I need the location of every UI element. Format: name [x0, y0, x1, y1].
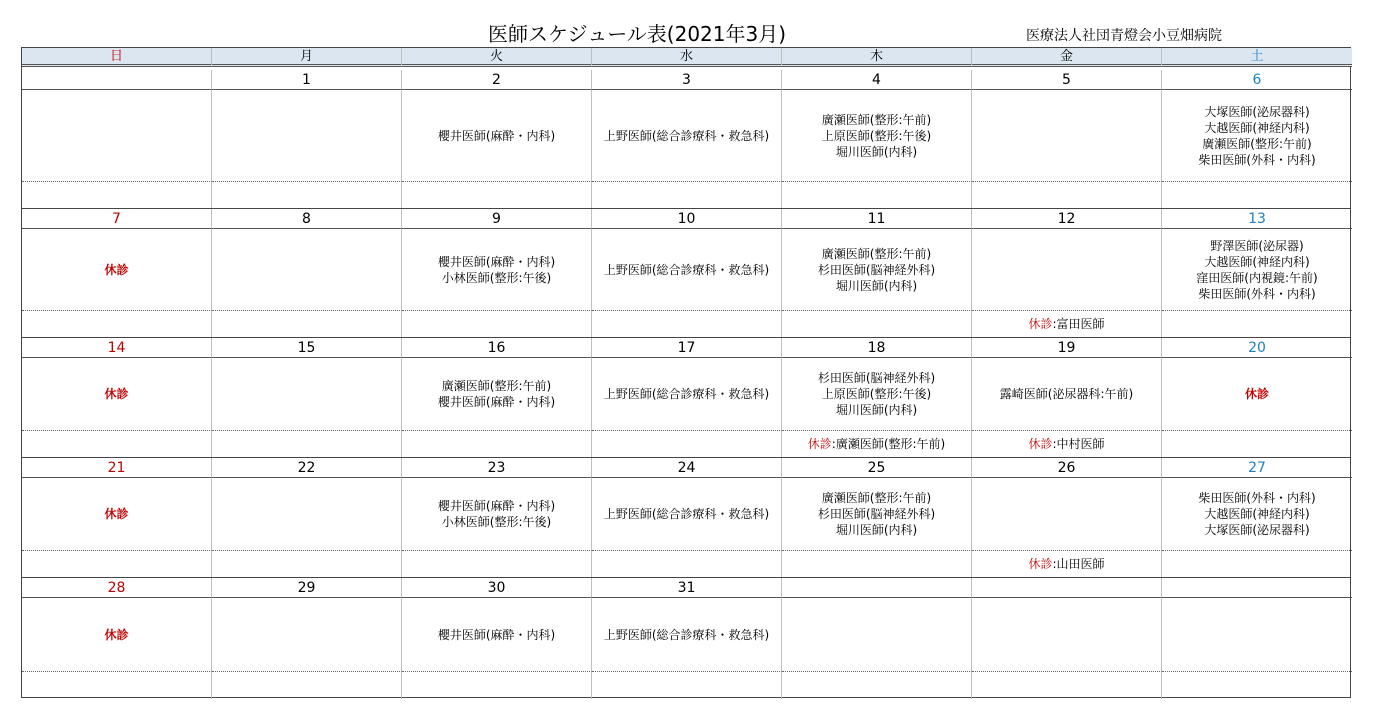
doctor-entry: 櫻井医師(麻酔・内科)	[437, 627, 556, 642]
day-number: 5	[972, 70, 1162, 90]
day-schedule	[212, 229, 402, 311]
day-note	[782, 431, 972, 458]
doctor-entry: 上原医師(整形:午後)	[821, 128, 932, 143]
day-note	[1162, 672, 1352, 699]
day-number: 25	[782, 458, 972, 478]
day-number: 26	[972, 458, 1162, 478]
closed-label: 休診	[104, 507, 129, 521]
doctor-entry: 廣瀬医師(整形:午前)	[441, 379, 552, 393]
day-schedule	[1162, 358, 1352, 431]
day-note	[592, 551, 782, 578]
day-schedule	[782, 229, 972, 311]
doctor-entry: 大塚医師(泌尿器科)	[1204, 104, 1310, 119]
day-schedule	[22, 598, 212, 672]
day-note	[402, 672, 592, 699]
day-schedule	[972, 358, 1162, 431]
doctor-entry: 上野医師(総合診療科・救急科)	[603, 627, 770, 642]
weekday-header: 水	[592, 48, 782, 67]
doctor-entry: 大越医師(神経内科)	[1204, 507, 1310, 521]
note-closed-label: 休診	[1028, 557, 1053, 571]
day-schedule	[402, 229, 592, 311]
day-note	[402, 311, 592, 338]
day-number: 18	[782, 338, 972, 358]
doctor-entry: 大越医師(神経内科)	[1204, 254, 1310, 269]
doctor-entry: 杉田医師(脳神経外科)	[817, 507, 936, 521]
day-note	[22, 311, 212, 338]
day-number: 8	[212, 209, 402, 229]
doctor-entry: 窪田医師(内視鏡:午前)	[1196, 270, 1318, 285]
doctor-entry: 廣瀬医師(整形:午前)	[821, 112, 932, 127]
doctor-entry: 櫻井医師(麻酔・内科)	[437, 128, 556, 143]
note-doctor-name: :山田医師	[1052, 557, 1105, 571]
weekday-header: 火	[402, 48, 592, 67]
day-schedule	[402, 358, 592, 431]
day-number: 22	[212, 458, 402, 478]
doctor-entry: 杉田医師(脳神経外科)	[817, 262, 936, 277]
closed-label: 休診	[104, 262, 129, 277]
day-number: 4	[782, 70, 972, 90]
day-number: 11	[782, 209, 972, 229]
day-number	[1162, 578, 1352, 598]
day-number: 6	[1162, 70, 1352, 90]
day-note	[592, 311, 782, 338]
day-number: 27	[1162, 458, 1352, 478]
day-schedule	[1162, 478, 1352, 551]
day-schedule	[592, 598, 782, 672]
page-title: 医師スケジュール表(2021年3月)	[488, 22, 787, 46]
doctor-entry: 櫻井医師(麻酔・内科)	[437, 395, 556, 409]
day-schedule	[592, 358, 782, 431]
day-note	[402, 182, 592, 209]
day-number: 23	[402, 458, 592, 478]
doctor-entry: 柴田医師(外科・内科)	[1198, 491, 1316, 505]
day-number: 1	[212, 70, 402, 90]
day-number: 30	[402, 578, 592, 598]
day-note	[22, 182, 212, 209]
doctor-entry: 小林医師(整形:午後)	[441, 270, 552, 285]
day-note	[972, 672, 1162, 699]
day-note	[1162, 431, 1352, 458]
doctor-entry: 櫻井医師(麻酔・内科)	[437, 499, 556, 513]
day-schedule	[402, 478, 592, 551]
day-schedule	[782, 358, 972, 431]
day-number: 29	[212, 578, 402, 598]
note-closed-label: 休診	[807, 437, 832, 451]
day-note	[212, 672, 402, 699]
day-schedule	[972, 478, 1162, 551]
day-number: 9	[402, 209, 592, 229]
day-note	[22, 551, 212, 578]
day-number: 31	[592, 578, 782, 598]
day-number: 21	[22, 458, 212, 478]
organization-name: 医療法人社団青燈会小豆畑病院	[1026, 28, 1222, 44]
doctor-entry: 堀川医師(内科)	[835, 144, 918, 159]
day-note	[972, 182, 1162, 209]
day-schedule	[212, 598, 402, 672]
doctor-entry: 廣瀬医師(整形:午前)	[821, 491, 932, 505]
day-schedule	[22, 478, 212, 551]
doctor-entry: 大越医師(神経内科)	[1204, 120, 1310, 135]
doctor-entry: 上野医師(総合診療科・救急科)	[603, 262, 770, 277]
day-schedule	[592, 90, 782, 182]
doctor-entry: 上野医師(総合診療科・救急科)	[603, 387, 770, 401]
schedule-calendar	[21, 47, 1351, 698]
day-number	[782, 578, 972, 598]
day-schedule	[1162, 229, 1352, 311]
doctor-entry: 上原医師(整形:午後)	[821, 387, 932, 401]
day-note	[782, 672, 972, 699]
day-note	[1162, 182, 1352, 209]
day-schedule	[212, 90, 402, 182]
day-note	[212, 311, 402, 338]
day-schedule	[402, 598, 592, 672]
day-schedule	[972, 598, 1162, 672]
weekday-header: 金	[972, 48, 1162, 67]
day-schedule	[212, 478, 402, 551]
note-closed-label: 休診	[1028, 437, 1053, 451]
day-number: 24	[592, 458, 782, 478]
weekday-header: 土	[1162, 48, 1352, 67]
doctor-entry: 杉田医師(脳神経外科)	[817, 371, 936, 385]
doctor-entry: 廣瀬医師(整形:午前)	[821, 246, 932, 261]
day-number: 10	[592, 209, 782, 229]
day-number: 17	[592, 338, 782, 358]
closed-label: 休診	[1244, 387, 1269, 401]
doctor-entry: 堀川医師(内科)	[835, 523, 918, 537]
day-schedule	[592, 229, 782, 311]
day-note	[972, 551, 1162, 578]
doctor-entry: 上野医師(総合診療科・救急科)	[603, 128, 770, 143]
day-number	[972, 578, 1162, 598]
doctor-entry: 櫻井医師(麻酔・内科)	[437, 254, 556, 269]
day-number: 3	[592, 70, 782, 90]
weekday-header: 木	[782, 48, 972, 67]
day-schedule	[972, 229, 1162, 311]
doctor-entry: 上野医師(総合診療科・救急科)	[603, 507, 770, 521]
day-schedule	[782, 478, 972, 551]
day-number: 28	[22, 578, 212, 598]
note-doctor-name: :富田医師	[1052, 317, 1105, 331]
doctor-entry: 露崎医師(泌尿器科:午前)	[999, 387, 1134, 401]
day-schedule	[592, 478, 782, 551]
day-number	[22, 70, 212, 90]
day-schedule	[782, 598, 972, 672]
day-note	[212, 431, 402, 458]
day-note	[212, 551, 402, 578]
day-number: 14	[22, 338, 212, 358]
day-number: 7	[22, 209, 212, 229]
day-number: 15	[212, 338, 402, 358]
day-number: 13	[1162, 209, 1352, 229]
weekday-header: 日	[22, 48, 212, 67]
day-schedule	[1162, 598, 1352, 672]
day-number: 2	[402, 70, 592, 90]
day-note	[972, 431, 1162, 458]
day-schedule	[212, 358, 402, 431]
doctor-entry: 柴田医師(外科・内科)	[1198, 286, 1316, 301]
weekday-header: 月	[212, 48, 402, 67]
day-note	[972, 311, 1162, 338]
day-number: 12	[972, 209, 1162, 229]
day-number: 16	[402, 338, 592, 358]
day-note	[22, 672, 212, 699]
day-schedule	[1162, 90, 1352, 182]
day-schedule	[22, 358, 212, 431]
day-schedule	[972, 90, 1162, 182]
day-schedule	[402, 90, 592, 182]
note-closed-label: 休診	[1028, 317, 1053, 331]
note-doctor-name: :廣瀬医師(整形:午前)	[831, 437, 946, 451]
closed-label: 休診	[104, 627, 129, 642]
day-note	[782, 182, 972, 209]
day-note	[592, 431, 782, 458]
day-note	[22, 431, 212, 458]
doctor-entry: 小林医師(整形:午後)	[441, 515, 552, 529]
doctor-entry: 野澤医師(泌尿器)	[1210, 238, 1304, 253]
day-note	[1162, 551, 1352, 578]
note-doctor-name: :中村医師	[1052, 437, 1105, 451]
day-schedule	[22, 90, 212, 182]
day-schedule	[22, 229, 212, 311]
doctor-entry: 堀川医師(内科)	[835, 278, 918, 293]
closed-label: 休診	[104, 387, 129, 401]
day-note	[1162, 311, 1352, 338]
day-note	[212, 182, 402, 209]
doctor-entry: 柴田医師(外科・内科)	[1198, 152, 1316, 167]
day-note	[402, 551, 592, 578]
day-note	[782, 551, 972, 578]
day-note	[592, 672, 782, 699]
day-note	[402, 431, 592, 458]
doctor-entry: 大塚医師(泌尿器科)	[1204, 523, 1310, 537]
day-number: 19	[972, 338, 1162, 358]
doctor-entry: 堀川医師(内科)	[835, 403, 918, 417]
day-note	[782, 311, 972, 338]
day-schedule	[782, 90, 972, 182]
doctor-entry: 廣瀬医師(整形:午前)	[1202, 136, 1312, 151]
day-number: 20	[1162, 338, 1352, 358]
day-note	[592, 182, 782, 209]
